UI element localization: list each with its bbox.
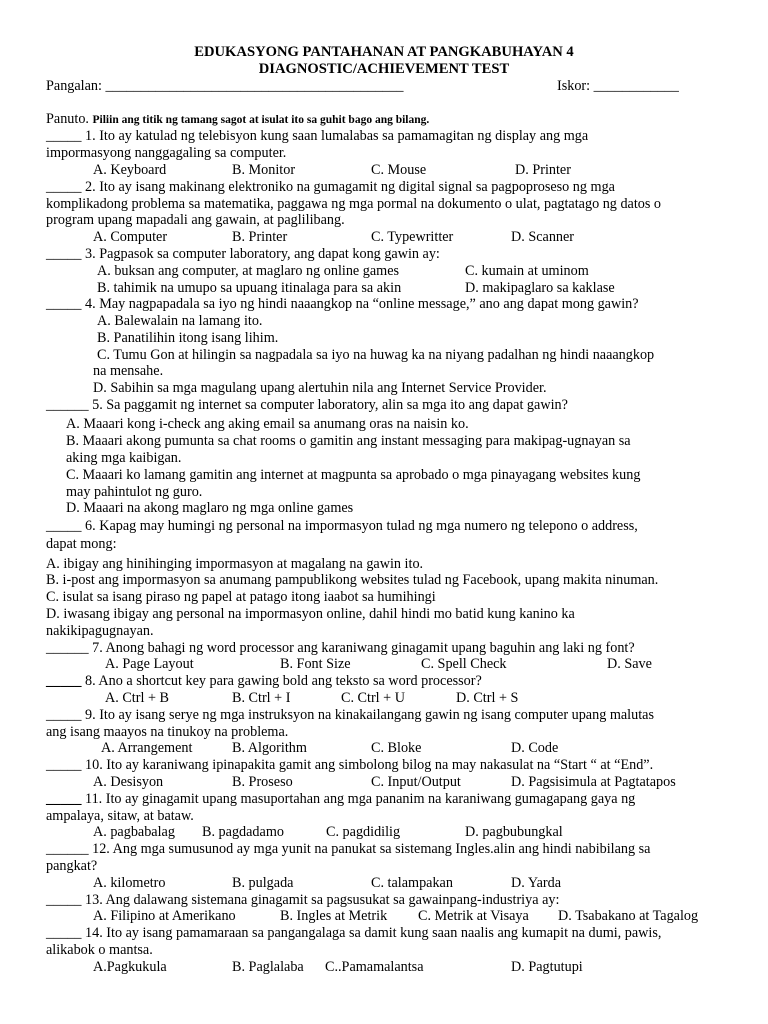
question-12-line-1: ______ 12. Ang mga sumusunod ay mga yunit na panukat sa sistemang Ingles.alin ang hindi nabibilang sa xyxy=(46,841,651,857)
question-2-line-2: komplikadong problema sa matematika, paggawa ng mga pormal na dokumento o ulat, pagtatago ng datos o xyxy=(46,196,662,212)
q10-option-a: A. Desisyon xyxy=(93,774,164,790)
q7-option-b: B. Font Size xyxy=(280,656,351,672)
question-1-line-1: _____ 1. Ito ay katulad ng telebisyon kung saan lumalabas sa pamamagitan ng display ang mga xyxy=(46,128,589,144)
q13-option-c: C. Metrik at Visaya xyxy=(418,908,529,924)
q14-option-b: B. Paglalaba xyxy=(232,959,304,975)
question-6-line-1: _____ 6. Kapag may humingi ng personal na impormasyon tulad ng mga numero ng telepono o address, xyxy=(46,518,638,534)
q5-option-c-line-2: may pahintulot ng guro. xyxy=(66,484,203,500)
q9-option-a: A. Arrangement xyxy=(101,740,193,756)
q10-option-c: C. Input/Output xyxy=(371,774,461,790)
q10-option-b: B. Proseso xyxy=(232,774,293,790)
q11-option-a: A. pagbabalag xyxy=(93,824,175,840)
question-2-line-1: _____ 2. Ito ay isang makinang elektroniko na gumagamit ng digital signal sa pagpoproseso ng mga xyxy=(46,179,615,195)
q5-option-d: D. Maaari na akong maglaro ng mga online games xyxy=(66,500,354,516)
q6-option-b: B. i-post ang impormasyon sa anumang pampublikong websites tulad ng Facebook, upang makita ninuman. xyxy=(46,572,659,588)
q4-option-b: B. Panatilihin itong isang lihim. xyxy=(97,330,279,346)
instructions-text: Piliin ang titik ng tamang sagot at isulat ito sa guhit bago ang bilang. xyxy=(92,114,430,126)
question-11-line-1 xyxy=(46,791,635,808)
score-blank: ____________ xyxy=(593,78,679,94)
question-3-line-1: _____ 3. Pagpasok sa computer laboratory, ang dapat kong gawin ay: xyxy=(46,246,440,262)
q6-option-a: A. ibigay ang hinihinging impormasyon at magalang na gawin ito. xyxy=(46,556,424,572)
q12-option-b: B. pulgada xyxy=(232,875,294,891)
question-6-line-2: dapat mong: xyxy=(46,536,117,552)
q13-option-b: B. Ingles at Metrik xyxy=(280,908,388,924)
instructions-label: Panuto. xyxy=(46,111,89,127)
q13-option-d: D. Tsabakano at Tagalog xyxy=(558,908,699,924)
document-subtitle: DIAGNOSTIC/ACHIEVEMENT TEST xyxy=(258,61,510,77)
q7-option-c: C. Spell Check xyxy=(421,656,507,672)
question-2-line-3: program upang mapadali ang gawain, at paglilibang. xyxy=(46,212,345,228)
q8-option-c: C. Ctrl + U xyxy=(341,690,405,706)
document-title: EDUKASYONG PANTAHANAN AT PANGKABUHAYAN 4 xyxy=(194,44,574,60)
q11-option-c: C. pagdidilig xyxy=(326,824,401,840)
question-4-line-1: _____ 4. May nagpapadala sa iyo ng hindi naaangkop na “online message,” ano ang dapat mong gawin? xyxy=(46,296,639,312)
question-9-line-1: _____ 9. Ito ay isang serye ng mga instruksyon na kinakailangang gawin ng isang computer upang malutas xyxy=(46,707,654,723)
question-8-line-1 xyxy=(46,673,482,690)
q9-option-d: D. Code xyxy=(511,740,559,756)
q2-option-a: A. Computer xyxy=(93,229,168,245)
q2-option-c: C. Typewritter xyxy=(371,229,454,245)
q12-option-c: C. talampakan xyxy=(371,875,453,891)
q11-option-b: B. pagdadamo xyxy=(202,824,284,840)
question-14-line-1: _____ 14. Ito ay isang pamamaraan sa pangangalaga sa damit kung saan naalis ang kumapit na dumi, pawis, xyxy=(46,925,662,941)
q4-option-c-line-2: na mensahe. xyxy=(93,363,164,379)
q9-option-b: B. Algorithm xyxy=(232,740,307,756)
q13-option-a: A. Filipino at Amerikano xyxy=(93,908,236,924)
q5-option-b-line-1: B. Maaari akong pumunta sa chat rooms o gamitin ang instant messaging para makipag-ugnayan sa xyxy=(66,433,631,449)
q6-option-d-line-2: nakikipagugnayan. xyxy=(46,623,154,639)
q11-answer-blank: _____ xyxy=(46,791,82,807)
q4-option-c-line-1: C. Tumu Gon at hilingin sa nagpadala sa iyo na huwag ka na niyang padalhan ng hindi naaangkop xyxy=(97,347,655,363)
q10-option-d: D. Pagsisimula at Pagtatapos xyxy=(511,774,676,790)
q7-option-d: D. Save xyxy=(607,656,652,672)
question-5-line-1: ______ 5. Sa paggamit ng internet sa computer laboratory, alin sa mga ito ang dapat gawin? xyxy=(46,397,568,413)
q7-option-a: A. Page Layout xyxy=(105,656,194,672)
q9-option-c: C. Bloke xyxy=(371,740,422,756)
question-7-line-1: ______ 7. Anong bahagi ng word processor ang karaniwang ginagamit upang baguhin ang laki ng font? xyxy=(46,640,635,656)
name-label: Pangalan: xyxy=(46,78,102,94)
q12-option-a: A. kilometro xyxy=(93,875,166,891)
q3-option-b: B. tahimik na umupo sa upuang itinalaga para sa akin xyxy=(97,280,402,296)
q4-option-d: D. Sabihin sa mga magulang upang alertuhin nila ang Internet Service Provider. xyxy=(93,380,547,396)
score-label: Iskor: xyxy=(557,78,591,94)
q1-option-c: C. Mouse xyxy=(371,162,427,178)
question-14-line-2: alikabok o mantsa. xyxy=(46,942,153,958)
q3-option-a: A. buksan ang computer, at maglaro ng online games xyxy=(97,263,400,279)
q14-option-a: A.Pagkukula xyxy=(93,959,167,975)
q2-option-b: B. Printer xyxy=(232,229,288,245)
q11-text: 11. Ito ay ginagamit upang masuportahan ang mga pananim na karaniwang gumagapang gaya ng xyxy=(81,791,636,807)
question-12-line-2: pangkat? xyxy=(46,858,98,874)
q11-option-d: D. pagbubungkal xyxy=(465,824,563,840)
q3-option-d: D. makipaglaro sa kaklase xyxy=(465,280,615,296)
q6-option-c: C. isulat sa isang piraso ng papel at patago itong iaabot sa humihingi xyxy=(46,589,436,605)
q4-option-a: A. Balewalain na lamang ito. xyxy=(97,313,263,329)
q8-option-a: A. Ctrl + B xyxy=(105,690,169,706)
q8-text: 8. Ano a shortcut key para gawing bold ang teksto sa word processor? xyxy=(81,673,482,689)
question-1-line-2: impormasyong nanggagaling sa computer. xyxy=(46,145,287,161)
q3-option-c: C. kumain at uminom xyxy=(465,263,589,279)
name-field xyxy=(46,78,403,95)
q2-option-d: D. Scanner xyxy=(511,229,575,245)
q1-option-d: D. Printer xyxy=(515,162,571,178)
q12-option-d: D. Yarda xyxy=(511,875,562,891)
q5-option-b-line-2: aking mga kaibigan. xyxy=(66,450,182,466)
question-9-line-2: ang isang maayos na tinukoy na problema. xyxy=(46,724,289,740)
q8-answer-blank: _____ xyxy=(46,673,82,689)
score-field xyxy=(557,78,679,95)
q1-option-a: A. Keyboard xyxy=(93,162,167,178)
question-13-line-1: _____ 13. Ang dalawang sistemana ginagamit sa pagsusukat sa gawainpang-industriya ay: xyxy=(46,892,560,908)
instructions xyxy=(46,111,429,129)
q5-option-a: A. Maaari kong i-check ang aking email sa anumang oras na naisin ko. xyxy=(66,416,469,432)
q14-option-c: C..Pamamalantsa xyxy=(325,959,424,975)
q14-option-d: D. Pagtutupi xyxy=(511,959,583,975)
q6-option-d-line-1: D. iwasang ibigay ang personal na impormasyon online, dahil hindi mo batid kung kanino ka xyxy=(46,606,575,622)
question-11-line-2: ampalaya, sitaw, at bataw. xyxy=(46,808,194,824)
q8-option-b: B. Ctrl + I xyxy=(232,690,291,706)
q8-option-d: D. Ctrl + S xyxy=(456,690,519,706)
q1-option-b: B. Monitor xyxy=(232,162,296,178)
question-10-line-1: _____ 10. Ito ay karaniwang ipinapakita gamit ang simbolong bilog na may nakasulat na “Start “ at “End”. xyxy=(46,757,654,773)
q5-option-c-line-1: C. Maaari ko lamang gamitin ang internet at magpunta sa aprobado o mga pinayagang websites kung xyxy=(66,467,641,483)
name-blank: __________________________________________ xyxy=(105,78,404,94)
